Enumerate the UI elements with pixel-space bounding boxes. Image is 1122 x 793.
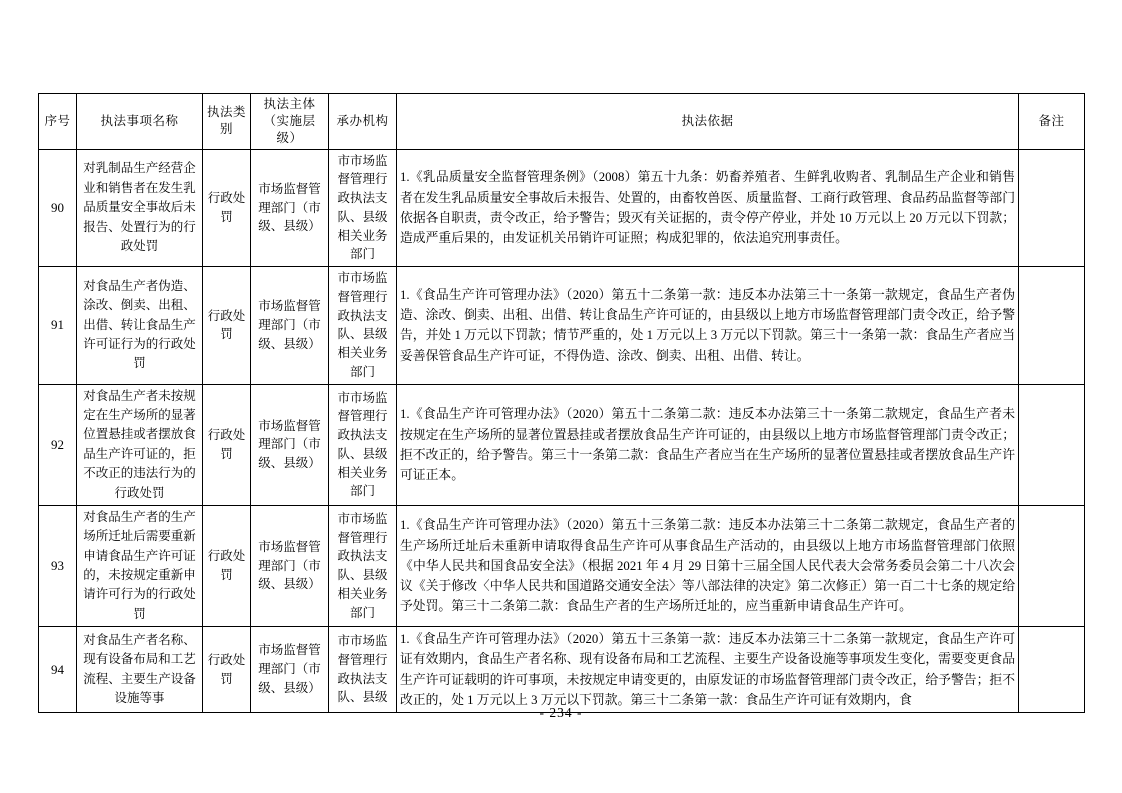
table-row [39,149,1085,267]
cell-seq: 94 [39,627,77,713]
table-header-row [39,94,1085,150]
cell-item-name: 对食品生产者未按规定在生产场所的显著位置悬挂或者摆放食品生产许可证的，拒不改正的违法行为的行政处罚 [77,384,203,505]
cell-remark [1019,149,1085,267]
cell-org: 市市场监督管理行政执法支队、县级相关业务部门 [329,149,397,267]
cell-type: 行政处罚 [203,627,251,713]
table-row [39,384,1085,505]
table-row [39,627,1085,713]
cell-subject: 市场监督管理部门（市级、县级） [251,627,329,713]
cell-item-name: 对食品生产者的生产场所迁址后需要重新申请食品生产许可证的，未按规定重新申请许可行为的行政处罚 [77,505,203,626]
cell-subject: 市场监督管理部门（市级、县级） [251,505,329,626]
column-header-seq: 序号 [39,94,77,150]
cell-type: 行政处罚 [203,149,251,267]
cell-subject: 市场监督管理部门（市级、县级） [251,384,329,505]
cell-type: 行政处罚 [203,267,251,385]
cell-org: 市市场监督管理行政执法支队、县级相关业务部门 [329,505,397,626]
cell-org: 市市场监督管理行政执法支队、县级相关业务部门 [329,267,397,385]
cell-basis: 1.《乳品质量安全监督管理条例》（2008）第五十九条：奶畜养殖者、生鲜乳收购者、乳制品生产企业和销售者在发生乳品质量安全事故后未报告、处置的，由畜牧兽医、质量监督、工商行政管理、食品药品监督等部门依据各自职责，责令改正，给予警告；毁灭有关证据的，责令停产停业，并处 10 万元以上 20 万元以下罚款；造成严重后果的，由发证机关吊销许可证照；构成犯罪的，依法追究刑事责任。 [397,149,1019,267]
table-row [39,505,1085,626]
cell-seq: 90 [39,149,77,267]
cell-basis: 1.《食品生产许可管理办法》（2020）第五十三条第二款：违反本办法第三十二条第二款规定，食品生产者的生产场所迁址后未重新申请取得食品生产许可从事食品生产活动的，由县级以上地方市场监督管理部门依照《中华人民共和国食品安全法》（根据 2021 年 4 月 29 日第十三届全国人民代表大会常务委员会第二十八次会议《关于修改〈中华人民共和国道路交通安全法〉等八部法律的决定》第二次修正）第一百二十七条的规定给予处罚。第三十二条第二款：食品生产者的生产场所迁址的，应当重新申请食品生产许可。 [397,505,1019,626]
column-header-org: 承办机构 [329,94,397,150]
cell-basis: 1.《食品生产许可管理办法》（2020）第五十二条第二款：违反本办法第三十一条第二款规定，食品生产者未按规定在生产场所的显著位置悬挂或者摆放食品生产许可证的，由县级以上地方市场监督管理部门责令改正；拒不改正的，给予警告。第三十一条第二款：食品生产者应当在生产场所的显著位置悬挂或者摆放食品生产许可证正本。 [397,384,1019,505]
page-number: - 234 - [539,705,583,720]
cell-seq: 92 [39,384,77,505]
table-header [39,94,1085,150]
cell-type: 行政处罚 [203,505,251,626]
cell-remark [1019,627,1085,713]
cell-seq: 91 [39,267,77,385]
column-header-name: 执法事项名称 [77,94,203,150]
cell-item-name: 对食品生产者名称、现有设备布局和工艺流程、主要生产设备设施等事 [77,627,203,713]
column-header-subject: 执法主体（实施层级） [251,94,329,150]
cell-basis: 1.《食品生产许可管理办法》（2020）第五十三条第一款：违反本办法第三十二条第一款规定，食品生产许可证有效期内，食品生产者名称、现有设备布局和工艺流程、主要生产设备设施等事项发生变化，需要变更食品生产许可证载明的许可事项，未按规定申请变更的，由原发证的市场监督管理部门责令改正，给予警告；拒不改正的，处 1 万元以上 3 万元以下罚款。第三十二条第一款：食品生产许可证有效期内，食 [397,627,1019,713]
column-header-type: 执法类别 [203,94,251,150]
cell-org: 市市场监督管理行政执法支队、县级 [329,627,397,713]
cell-remark [1019,384,1085,505]
column-header-basis: 执法依据 [397,94,1019,150]
table-body [39,149,1085,712]
cell-subject: 市场监督管理部门（市级、县级） [251,149,329,267]
cell-type: 行政处罚 [203,384,251,505]
enforcement-items-table [38,93,1085,713]
cell-item-name: 对食品生产者伪造、涂改、倒卖、出租、出借、转让食品生产许可证行为的行政处罚 [77,267,203,385]
cell-seq: 93 [39,505,77,626]
table-row [39,267,1085,385]
cell-remark [1019,505,1085,626]
column-header-remark: 备注 [1019,94,1085,150]
cell-basis: 1.《食品生产许可管理办法》（2020）第五十二条第一款：违反本办法第三十一条第一款规定，食品生产者伪造、涂改、倒卖、出租、出借、转让食品生产许可证的，由县级以上地方市场监督管理部门责令改正，给予警告，并处 1 万元以下罚款；情节严重的，处 1 万元以上 3 万元以下罚款。第三十一条第一款：食品生产者应当妥善保管食品生产许可证，不得伪造、涂改、倒卖、出租、出借、转让。 [397,267,1019,385]
cell-item-name: 对乳制品生产经营企业和销售者在发生乳品质量安全事故后未报告、处置行为的行政处罚 [77,149,203,267]
cell-remark [1019,267,1085,385]
cell-org: 市市场监督管理行政执法支队、县级相关业务部门 [329,384,397,505]
cell-subject: 市场监督管理部门（市级、县级） [251,267,329,385]
